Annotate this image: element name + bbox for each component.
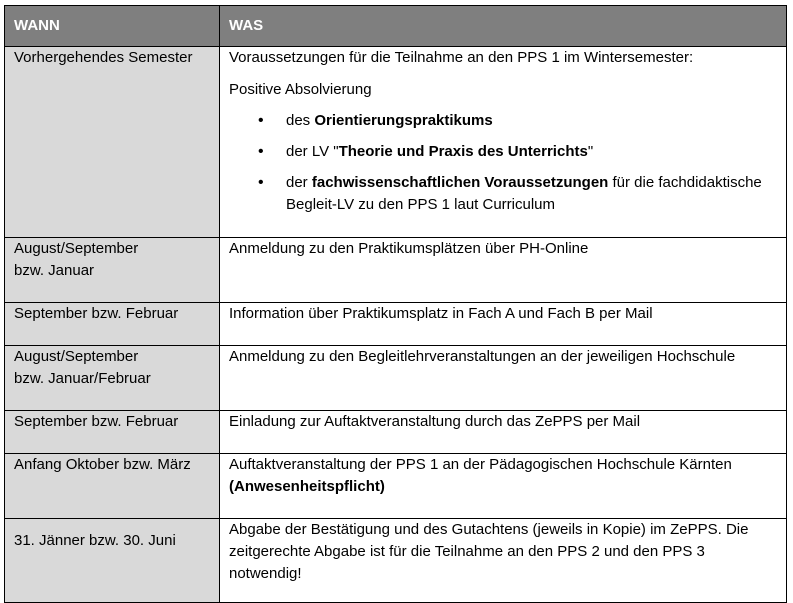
when-cell: Vorhergehendes Semester	[5, 47, 220, 238]
table-row	[5, 346, 787, 411]
attendance-required: (Anwesenheitspflicht)	[229, 478, 385, 495]
what-cell: Anmeldung zu den Begleitlehrveranstaltungen an der jeweiligen Hochschule	[220, 346, 787, 411]
when-cell: Anfang Oktober bzw. März	[5, 454, 220, 519]
header-when: WANN	[5, 6, 220, 47]
requirements-list	[229, 110, 777, 216]
when-cell: August/September bzw. Januar/Februar	[5, 346, 220, 411]
when-cell: September bzw. Februar	[5, 303, 220, 346]
what-cell: Einladung zur Auftaktveranstaltung durch das ZePPS per Mail	[220, 411, 787, 454]
what-cell: Auftaktveranstaltung der PPS 1 an der Pädagogischen Hochschule Kärnten (Anwesenheitspflicht)	[220, 454, 787, 519]
requirements-sub: Positive Absolvierung	[229, 81, 372, 98]
header-what: WAS	[220, 6, 787, 47]
list-item: • der LV "Theorie und Praxis des Unterrichts"	[286, 141, 777, 163]
what-cell: Information über Praktikumsplatz in Fach A und Fach B per Mail	[220, 303, 787, 346]
table-row	[5, 303, 787, 346]
table-row	[5, 411, 787, 454]
table-row	[5, 47, 787, 238]
what-cell: Abgabe der Bestätigung und des Gutachtens (jeweils in Kopie) im ZePPS. Die zeitgerechte Abgabe ist für die Teilnahme an den PPS 2 und den PPS 3 notwendig!	[220, 519, 787, 603]
table-row	[5, 519, 787, 603]
when-cell: August/September bzw. Januar	[5, 238, 220, 303]
header-row	[5, 6, 787, 47]
table-row	[5, 238, 787, 303]
schedule-table	[4, 5, 787, 603]
requirements-intro: Voraussetzungen für die Teilnahme an den PPS 1 im Wintersemester:	[229, 49, 694, 66]
list-item: • des Orientierungspraktikums	[286, 110, 777, 132]
when-cell: 31. Jänner bzw. 30. Juni	[5, 519, 220, 603]
table-row	[5, 454, 787, 519]
list-item: • der fachwissenschaftlichen Voraussetzungen für die fachdidaktische Begleit-LV zu den PPS 1 laut Curriculum	[286, 172, 777, 216]
what-cell	[220, 47, 787, 238]
when-cell: September bzw. Februar	[5, 411, 220, 454]
what-cell: Anmeldung zu den Praktikumsplätzen über PH-Online	[220, 238, 787, 303]
